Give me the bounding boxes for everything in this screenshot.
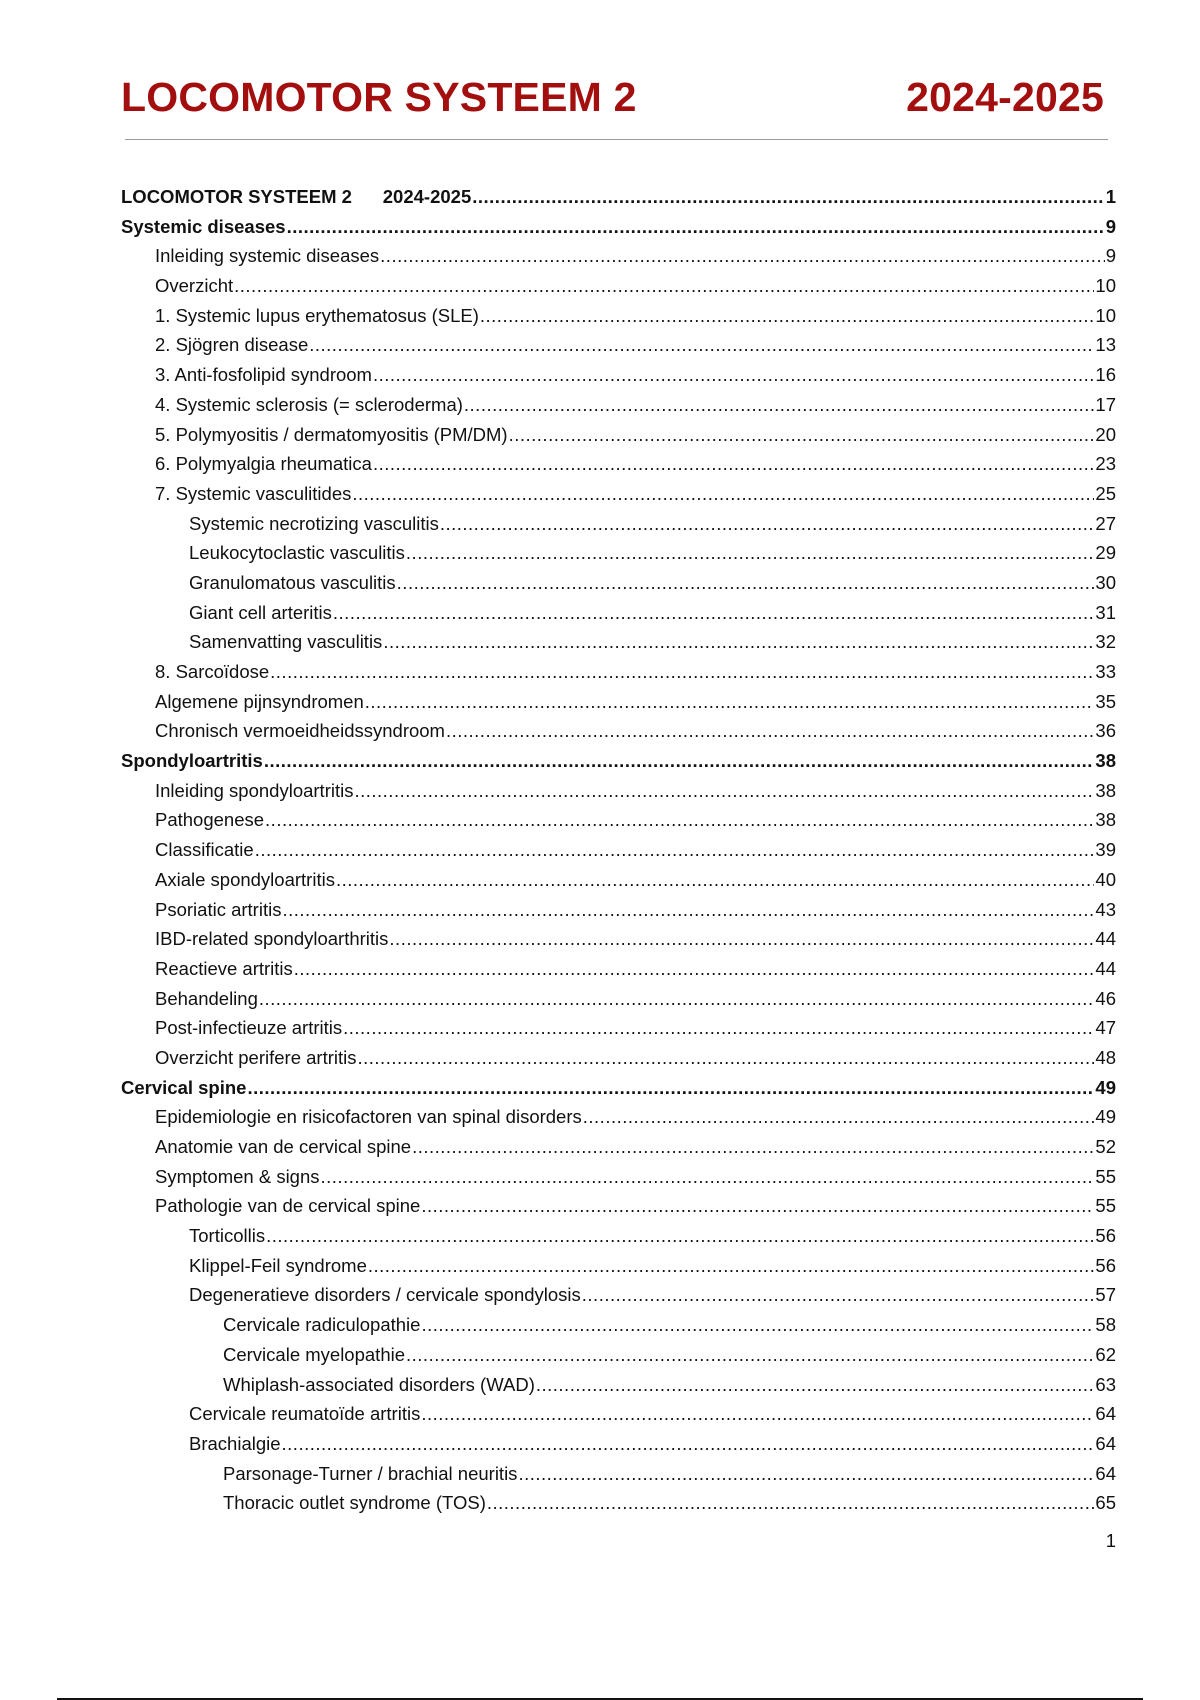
toc-entry[interactable]	[121, 1340, 1116, 1370]
toc-entry-page: 49	[1095, 1106, 1116, 1128]
toc-entry[interactable]	[121, 568, 1116, 598]
toc-dot-leader	[389, 924, 1094, 954]
toc-dot-leader	[373, 360, 1094, 390]
toc-entry-title: Cervicale reumatoïde artritis	[189, 1403, 421, 1425]
toc-entry-page: 33	[1095, 661, 1116, 682]
toc-entry-title: Chronisch vermoeidheidssyndroom	[155, 720, 445, 742]
toc-dot-leader	[255, 835, 1095, 865]
toc-entry-page: 23	[1095, 453, 1116, 475]
toc-dot-leader	[333, 598, 1095, 628]
toc-entry-page: 39	[1095, 839, 1116, 861]
toc-entry[interactable]	[121, 954, 1116, 984]
toc-entry-title: 3. Anti-fosfolipid syndroom	[155, 364, 372, 386]
toc-entry-page: 10	[1095, 304, 1116, 326]
toc-entry[interactable]	[121, 301, 1116, 331]
toc-dot-leader	[518, 1459, 1094, 1489]
toc-entry-page: 63	[1095, 1373, 1116, 1395]
toc-entry[interactable]	[121, 1102, 1116, 1132]
toc-entry[interactable]	[121, 1429, 1116, 1459]
toc-entry[interactable]	[121, 1043, 1116, 1073]
toc-dot-leader	[480, 301, 1095, 331]
toc-dot-leader	[412, 1132, 1094, 1162]
toc-entry-title: Symptomen & signs	[155, 1165, 320, 1187]
toc-entry-title: Samenvatting vasculitis	[189, 631, 383, 653]
toc-entry-page: 52	[1095, 1136, 1116, 1157]
toc-entry[interactable]	[121, 479, 1116, 509]
toc-dot-leader	[336, 865, 1094, 895]
document-year: 2024-2025	[906, 74, 1104, 120]
toc-entry-page: 62	[1095, 1343, 1116, 1365]
toc-entry-page: 55	[1095, 1195, 1116, 1217]
toc-entry[interactable]	[121, 1459, 1116, 1489]
document-title: LOCOMOTOR SYSTEEM 2	[121, 74, 637, 120]
toc-entry-title: Whiplash-associated disorders (WAD)	[223, 1373, 535, 1395]
toc-entry[interactable]	[121, 1013, 1116, 1043]
toc-entry-title: LOCOMOTOR SYSTEEM 2 2024-2025	[121, 186, 472, 207]
toc-entry-page: 58	[1095, 1314, 1116, 1336]
toc-entry[interactable]	[121, 746, 1116, 776]
toc-entry[interactable]	[121, 598, 1116, 628]
toc-entry-page: 48	[1095, 1046, 1116, 1068]
toc-entry[interactable]	[121, 1162, 1116, 1192]
toc-entry-page: 49	[1095, 1076, 1116, 1098]
toc-dot-leader	[536, 1370, 1095, 1400]
toc-entry[interactable]	[121, 420, 1116, 450]
toc-dot-leader	[294, 954, 1095, 984]
toc-dot-leader	[373, 449, 1094, 479]
toc-entry[interactable]	[121, 1221, 1116, 1251]
toc-entry[interactable]	[121, 1073, 1116, 1103]
toc-entry-page: 38	[1095, 779, 1116, 801]
toc-entry-title: Degeneratieve disorders / cervicale spondylosis	[189, 1284, 581, 1306]
toc-entry-page: 65	[1095, 1492, 1116, 1514]
toc-dot-leader	[406, 1340, 1094, 1370]
toc-entry-page: 64	[1095, 1462, 1116, 1484]
toc-entry-page: 36	[1095, 720, 1116, 742]
toc-entry-title: Systemic diseases	[121, 215, 286, 237]
toc-entry[interactable]	[121, 212, 1116, 242]
toc-entry-page: 38	[1095, 809, 1116, 831]
toc-entry[interactable]	[121, 1488, 1116, 1518]
toc-entry-title: IBD-related spondyloarthritis	[155, 928, 389, 950]
toc-entry-page: 27	[1095, 512, 1116, 534]
toc-dot-leader	[234, 271, 1094, 301]
toc-entry[interactable]	[121, 1280, 1116, 1310]
toc-dot-leader	[472, 182, 1104, 212]
toc-entry[interactable]	[121, 1251, 1116, 1281]
toc-dot-leader	[259, 984, 1095, 1014]
toc-entry-page: 44	[1095, 928, 1116, 950]
document-header	[121, 68, 1104, 118]
toc-entry-title: 1. Systemic lupus erythematosus (SLE)	[155, 304, 479, 326]
toc-dot-leader	[358, 1043, 1095, 1073]
toc-entry-page: 1	[1105, 186, 1116, 207]
table-of-contents	[121, 182, 1116, 1518]
toc-entry-title: Algemene pijnsyndromen	[155, 690, 364, 712]
toc-dot-leader	[582, 1280, 1095, 1310]
toc-entry-page: 47	[1095, 1017, 1116, 1039]
toc-entry[interactable]	[121, 805, 1116, 835]
toc-dot-leader	[397, 568, 1095, 598]
header-divider	[125, 139, 1108, 140]
toc-entry-title: Overzicht perifere artritis	[155, 1046, 357, 1068]
toc-dot-leader	[464, 390, 1095, 420]
toc-dot-leader	[354, 776, 1094, 806]
toc-entry-title: Classificatie	[155, 839, 254, 861]
toc-entry[interactable]	[121, 360, 1116, 390]
toc-entry-page: 64	[1095, 1403, 1116, 1425]
toc-entry[interactable]	[121, 716, 1116, 746]
toc-entry-title: Inleiding spondyloartritis	[155, 779, 354, 801]
toc-entry-title: 7. Systemic vasculitides	[155, 482, 352, 504]
toc-dot-leader	[509, 420, 1095, 450]
toc-entry[interactable]	[121, 835, 1116, 865]
toc-entry-page: 29	[1095, 542, 1116, 564]
toc-entry-title: Cervical spine	[121, 1076, 247, 1098]
toc-entry[interactable]	[121, 984, 1116, 1014]
toc-entry[interactable]	[121, 865, 1116, 895]
page-number: 1	[1105, 1530, 1116, 1551]
toc-entry-title: 2. Sjögren disease	[155, 334, 309, 356]
toc-entry-title: Psoriatic artritis	[155, 898, 282, 920]
toc-dot-leader	[265, 805, 1094, 835]
toc-entry-page: 31	[1095, 601, 1116, 623]
toc-entry[interactable]	[121, 776, 1116, 806]
toc-dot-leader	[583, 1102, 1095, 1132]
toc-entry[interactable]	[121, 1399, 1116, 1429]
toc-entry-page: 56	[1095, 1225, 1116, 1247]
toc-entry-page: 64	[1095, 1432, 1116, 1454]
toc-entry-title: Leukocytoclastic vasculitis	[189, 542, 405, 564]
toc-entry[interactable]	[121, 687, 1116, 717]
toc-entry-title: Giant cell arteritis	[189, 601, 332, 623]
toc-dot-leader	[282, 895, 1094, 925]
toc-entry-page: 17	[1095, 393, 1116, 415]
toc-entry-page: 13	[1095, 334, 1116, 356]
toc-entry-title: Thoracic outlet syndrome (TOS)	[223, 1492, 486, 1514]
toc-entry-page: 38	[1095, 750, 1116, 772]
toc-entry-page: 9	[1105, 245, 1116, 267]
toc-entry[interactable]	[121, 895, 1116, 925]
toc-dot-leader	[421, 1191, 1094, 1221]
toc-entry-page: 20	[1095, 423, 1116, 445]
toc-entry-title: Axiale spondyloartritis	[155, 868, 335, 890]
toc-entry-page: 30	[1095, 571, 1116, 593]
toc-entry-title: Reactieve artritis	[155, 957, 293, 979]
toc-entry-title: Cervicale radiculopathie	[223, 1314, 421, 1336]
toc-dot-leader	[380, 241, 1105, 271]
toc-entry-title: Brachialgie	[189, 1432, 281, 1454]
toc-entry-title: Inleiding systemic diseases	[155, 245, 380, 267]
toc-entry-page: 9	[1105, 215, 1116, 237]
toc-entry-page: 16	[1095, 364, 1116, 386]
toc-dot-leader	[487, 1488, 1095, 1518]
toc-entry-title: 4. Systemic sclerosis (= scleroderma)	[155, 393, 463, 415]
toc-entry[interactable]	[121, 1191, 1116, 1221]
toc-entry-title: 5. Polymyositis / dermatomyositis (PM/DM)	[155, 423, 508, 445]
toc-entry-title: Post-infectieuze artritis	[155, 1017, 343, 1039]
toc-dot-leader	[406, 538, 1095, 568]
toc-entry[interactable]	[121, 449, 1116, 479]
toc-entry-title: Systemic necrotizing vasculitis	[189, 512, 439, 534]
toc-dot-leader	[247, 1073, 1094, 1103]
toc-entry[interactable]	[121, 271, 1116, 301]
toc-dot-leader	[282, 1429, 1095, 1459]
toc-entry[interactable]	[121, 509, 1116, 539]
toc-dot-leader	[365, 687, 1095, 717]
toc-entry-page: 43	[1095, 898, 1116, 920]
toc-dot-leader	[421, 1310, 1094, 1340]
toc-entry-page: 55	[1095, 1165, 1116, 1187]
toc-entry-page: 25	[1095, 482, 1116, 504]
toc-dot-leader	[383, 627, 1094, 657]
toc-entry-page: 10	[1095, 275, 1116, 297]
toc-entry-title: Parsonage-Turner / brachial neuritis	[223, 1462, 518, 1484]
toc-entry-title: Behandeling	[155, 987, 258, 1009]
toc-entry-title: Epidemiologie en risicofactoren van spinal disorders	[155, 1106, 582, 1128]
toc-entry-title: Spondyloartritis	[121, 750, 263, 772]
toc-dot-leader	[446, 716, 1094, 746]
toc-dot-leader	[421, 1399, 1094, 1429]
toc-entry[interactable]	[121, 330, 1116, 360]
toc-entry-title: Klippel-Feil syndrome	[189, 1254, 367, 1276]
toc-entry[interactable]	[121, 241, 1116, 271]
toc-entry[interactable]	[121, 538, 1116, 568]
toc-entry-page: 35	[1095, 690, 1116, 712]
toc-dot-leader	[264, 746, 1095, 776]
toc-entry-title: Granulomatous vasculitis	[189, 571, 396, 593]
toc-entry-page: 57	[1095, 1284, 1116, 1306]
toc-dot-leader	[321, 1162, 1095, 1192]
toc-dot-leader	[352, 479, 1094, 509]
toc-entry-title: 6. Polymyalgia rheumatica	[155, 453, 372, 475]
toc-entry-title: Cervicale myelopathie	[223, 1343, 406, 1365]
toc-entry[interactable]	[121, 657, 1116, 687]
toc-entry[interactable]	[121, 182, 1116, 212]
toc-entry-title: Pathogenese	[155, 809, 265, 831]
toc-entry-page: 44	[1095, 957, 1116, 979]
toc-entry[interactable]	[121, 1370, 1116, 1400]
toc-dot-leader	[368, 1251, 1095, 1281]
toc-entry[interactable]	[121, 390, 1116, 420]
toc-entry-page: 56	[1095, 1254, 1116, 1276]
toc-entry[interactable]	[121, 1310, 1116, 1340]
toc-entry-title: Overzicht	[155, 275, 234, 297]
toc-dot-leader	[440, 509, 1095, 539]
toc-dot-leader	[266, 1221, 1094, 1251]
toc-entry-title: Pathologie van de cervical spine	[155, 1195, 421, 1217]
toc-dot-leader	[309, 330, 1094, 360]
toc-entry-page: 32	[1095, 631, 1116, 653]
toc-entry-title: Anatomie van de cervical spine	[155, 1136, 412, 1157]
toc-entry-page: 40	[1095, 868, 1116, 890]
toc-dot-leader	[287, 212, 1105, 242]
toc-entry[interactable]	[121, 627, 1116, 657]
toc-dot-leader	[343, 1013, 1094, 1043]
toc-entry-page: 46	[1095, 987, 1116, 1009]
toc-entry-title: 8. Sarcoïdose	[155, 661, 270, 682]
toc-entry-title: Torticollis	[189, 1225, 266, 1247]
toc-dot-leader	[270, 657, 1094, 687]
toc-entry[interactable]	[121, 1132, 1116, 1162]
toc-entry[interactable]	[121, 924, 1116, 954]
